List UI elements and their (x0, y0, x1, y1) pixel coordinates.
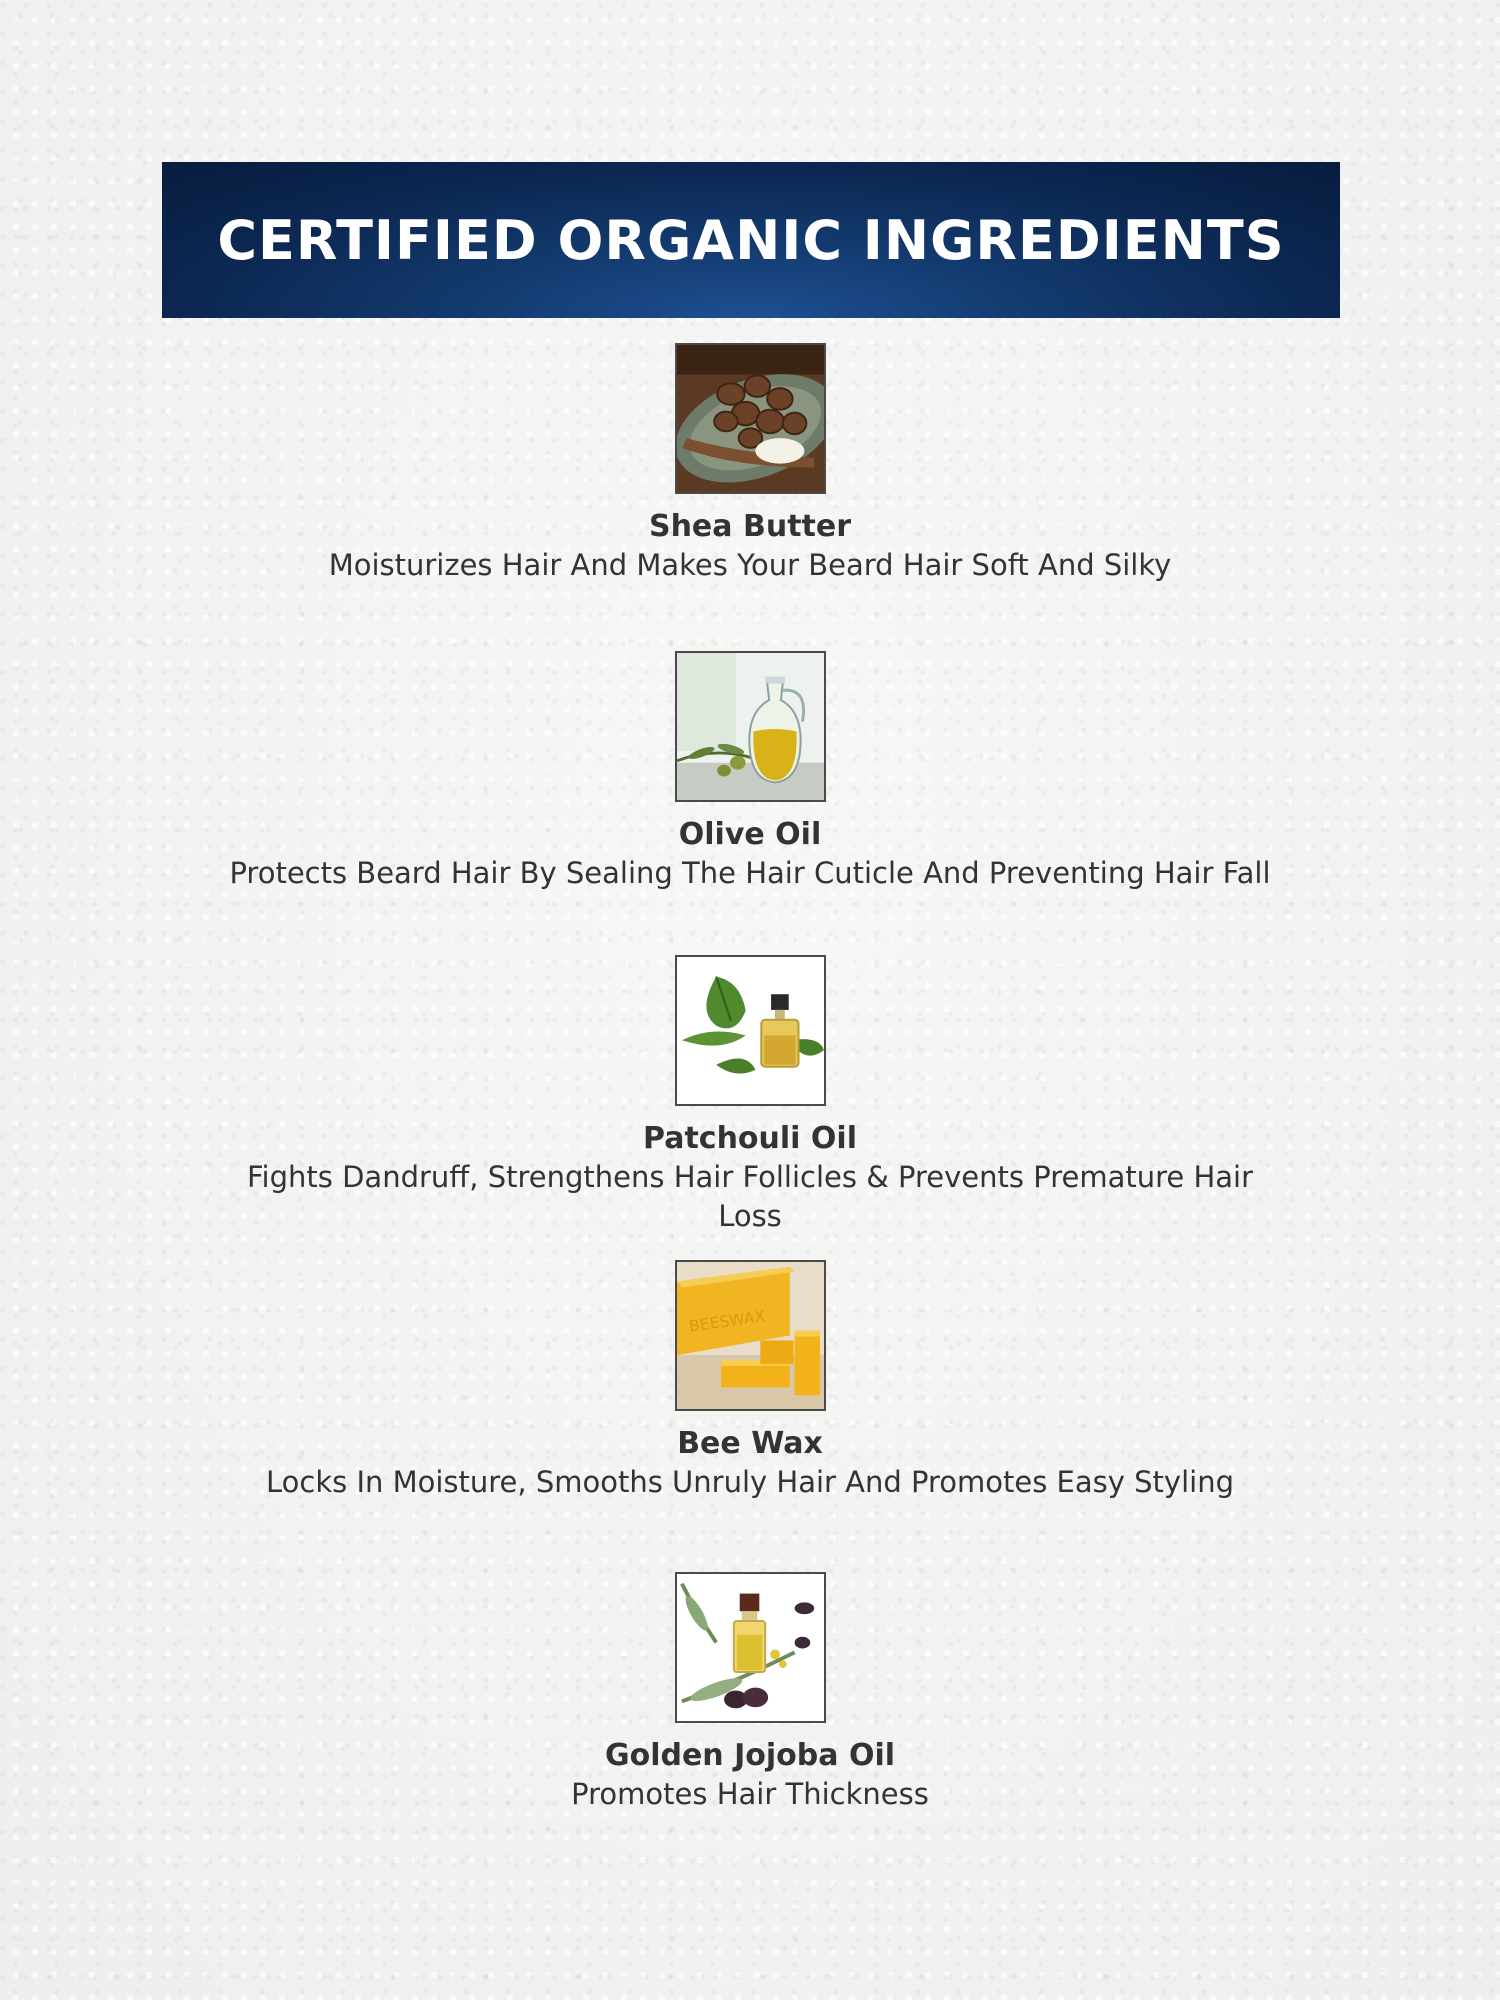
ingredient-name: Bee Wax (677, 1426, 823, 1461)
ingredient-bee-wax (150, 1260, 1350, 1502)
ingredient-name: Golden Jojoba Oil (604, 1738, 896, 1773)
ingredient-name: Olive Oil (678, 817, 822, 852)
ingredient-name: Patchouli Oil (643, 1121, 857, 1156)
ingredient-description: Locks In Moisture, Smooths Unruly Hair And Promotes Easy Styling (265, 1465, 1234, 1499)
svg-text:BEESWAX: BEESWAX (687, 1306, 766, 1336)
beeswax-blocks-icon (675, 1260, 826, 1411)
ingredient-description: Protects Beard Hair By Sealing The Hair Cuticle And Preventing Hair Fall (229, 856, 1271, 890)
header-banner (162, 162, 1340, 318)
page-title: CERTIFIED ORGANIC INGREDIENTS (217, 208, 1285, 272)
ingredient-shea-butter (150, 343, 1350, 585)
ingredient-golden-jojoba-oil (150, 1572, 1350, 1814)
olive-oil-jug-icon (675, 651, 826, 802)
patchouli-bottle-icon (675, 955, 826, 1106)
ingredient-description: Moisturizes Hair And Makes Your Beard Hair Soft And Silky (328, 548, 1172, 582)
ingredient-description: Fights Dandruff, Strengthens Hair Follicles & Prevents Premature Hair Loss (246, 1160, 1254, 1233)
ingredient-olive-oil (150, 651, 1350, 893)
ingredient-patchouli-oil (150, 955, 1350, 1236)
ingredient-description: Promotes Hair Thickness (571, 1777, 929, 1811)
ingredient-name: Shea Butter (648, 509, 852, 544)
jojoba-oil-bottle-icon (675, 1572, 826, 1723)
shea-nuts-icon (675, 343, 826, 494)
